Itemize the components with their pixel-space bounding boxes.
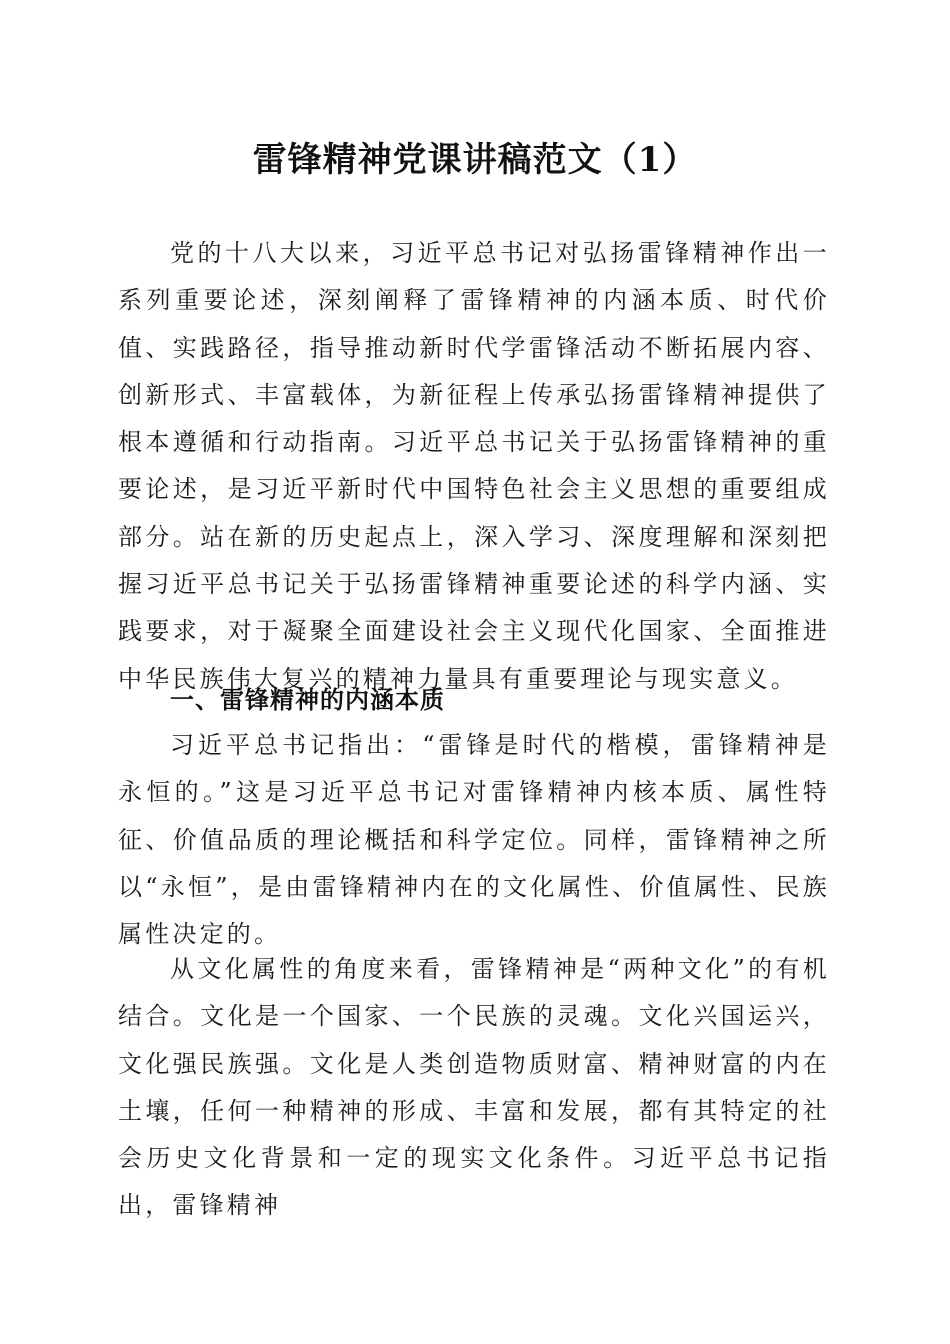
body-paragraph-1-block: [118, 230, 830, 703]
body-paragraph-2-block: [118, 722, 830, 958]
body-paragraph: 党的十八大以来，习近平总书记对弘扬雷锋精神作出一系列重要论述，深刻阐释了雷锋精神的内涵本质、时代价值、实践路径，指导推动新时代学雷锋活动不断拓展内容、创新形式、丰富载体，为新征程上传承弘扬雷锋精神提供了根本遵循和行动指南。习近平总书记关于弘扬雷锋精神的重要论述，是习近平新时代中国特色社会主义思想的重要组成部分。站在新的历史起点上，深入学习、深度理解和深刻把握习近平总书记关于弘扬雷锋精神重要论述的科学内涵、实践要求，对于凝聚全面建设社会主义现代化国家、全面推进中华民族伟大复兴的精神力量具有重要理论与现实意义。: [118, 239, 830, 693]
body-paragraph: 从文化属性的角度来看，雷锋精神是“两种文化”的有机结合。文化是一个国家、一个民族的灵魂。文化兴国运兴，文化强民族强。文化是人类创造物质财富、精神财富的内在土壤，任何一种精神的形成、丰富和发展，都有其特定的社会历史文化背景和一定的现实文化条件。习近平总书记指出，雷锋精神: [118, 955, 830, 1220]
body-paragraph: 习近平总书记指出：“雷锋是时代的楷模，雷锋精神是永恒的。”这是习近平总书记对雷锋精神内核本质、属性特征、价值品质的理论概括和科学定位。同样，雷锋精神之所以“永恒”，是由雷锋精神内在的文化属性、价值属性、民族属性决定的。: [118, 731, 830, 949]
document-title: 雷锋精神党课讲稿范文（1）: [252, 140, 698, 180]
section-heading: 一、雷锋精神的内涵本质: [170, 686, 445, 714]
body-paragraph-3-block: [118, 946, 830, 1230]
